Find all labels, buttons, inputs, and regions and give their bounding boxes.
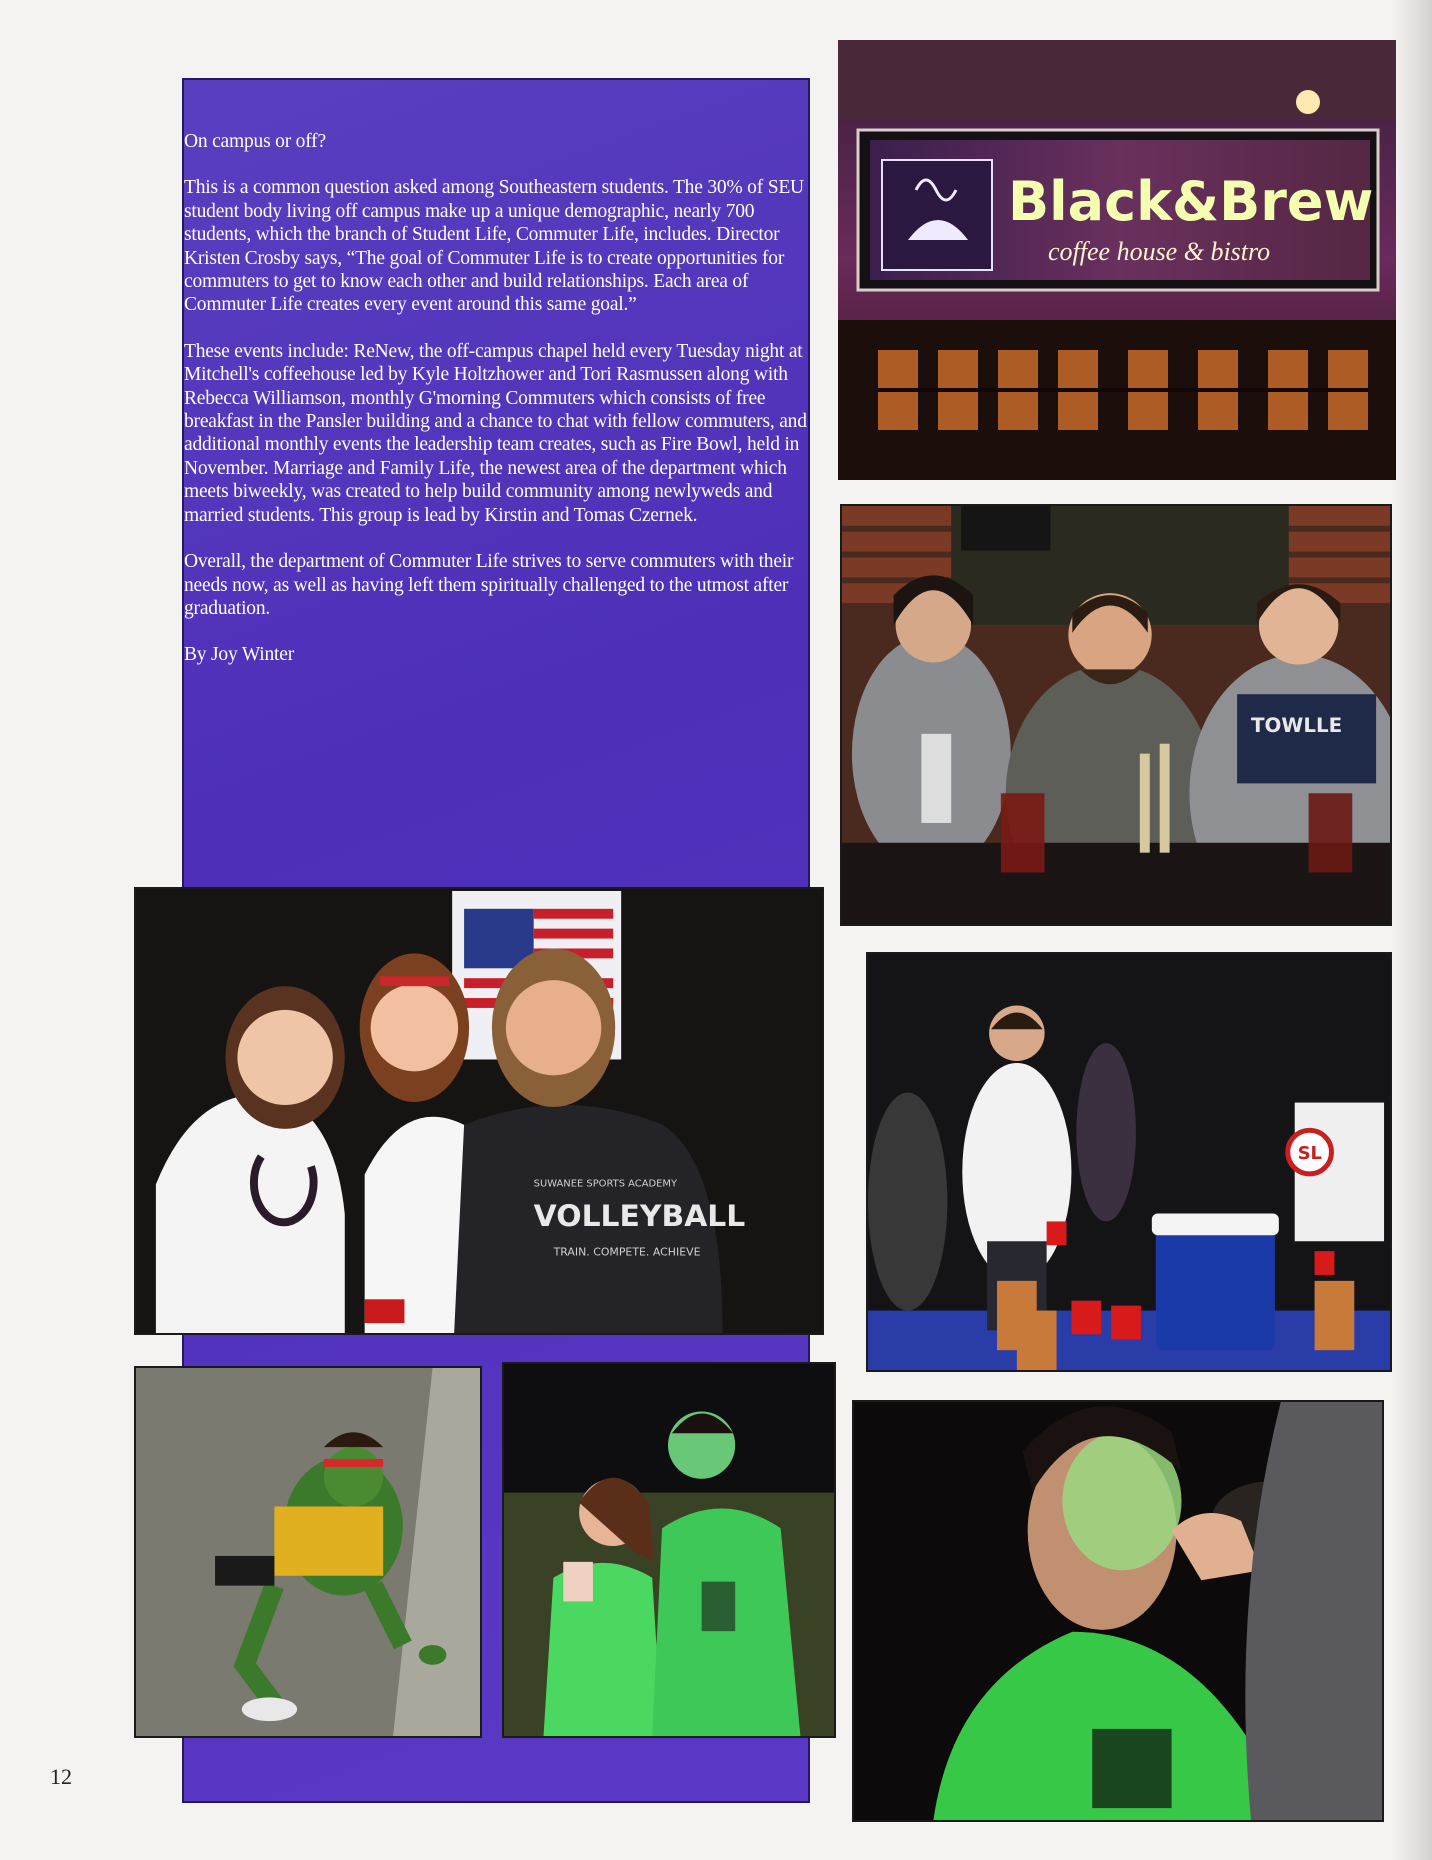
cafe-table-group-photo — [840, 504, 1392, 926]
coffeehouse-sign-photo — [838, 40, 1396, 480]
sweatshirt-text: TOWLLE — [1251, 713, 1343, 737]
women-with-flag-photo — [134, 887, 824, 1335]
face-paint-man-photo — [852, 1400, 1384, 1822]
page-gutter-shadow — [1392, 0, 1432, 1860]
volleyball-shirt-word: VOLLEYBALL — [533, 1199, 746, 1234]
sign-name: Black&Brew — [1008, 170, 1374, 233]
two-friends-green-shirts-photo — [502, 1362, 836, 1738]
page-number: 12 — [50, 1764, 72, 1789]
article-byline: By Joy Winter — [184, 644, 295, 666]
volleyball-shirt-brand: SUWANEE SPORTS ACADEMY — [533, 1178, 678, 1190]
article-paragraph-3: Overall, the department of Commuter Life strives to serve commuters with their needs now, as well as having left them spiritually challenged to the utmost after graduation. — [184, 551, 794, 619]
crowd-with-cooler-photo — [866, 952, 1392, 1372]
article-text — [184, 130, 810, 690]
sign-tagline: coffee house & bistro — [1048, 237, 1271, 266]
article-heading: On campus or off? — [184, 131, 326, 152]
cooler-logo-text: SL — [1297, 1143, 1322, 1165]
article-paragraph-1: This is a common question asked among Southeastern students. The 30% of SEU student body living off campus make up a unique demographic, nearly 700 students, which the branch of Student Life, Commuter Life, includes. Director Kristen Crosby says, “The goal of Commuter Life is to create opportunities for commuters to get to know each other and build relationships. Each area of Commuter Life creates every event around this same goal.” — [184, 177, 804, 316]
article-paragraph-2: These events include: ReNew, the off-campus chapel held every Tuesday night at Mitchell's coffeehouse led by Kyle Holtzhower and Tori Rasmussen along with Rebecca Williamson, monthly G'morning Commuters which consists of free breakfast in the Pansler building and a chance to chat with fellow commuters, and additional monthly events the leadership team creates, such as Fire Bowl, held in November. Marriage and Family Life, the newest area of the department which meets biweekly, was created to help build community among newlyweds and married students. This group is lead by Kirstin and Tomas Czernek. — [184, 340, 807, 526]
green-painted-person-photo — [134, 1366, 482, 1738]
volleyball-shirt-slogan: TRAIN. COMPETE. ACHIEVE — [553, 1245, 701, 1259]
